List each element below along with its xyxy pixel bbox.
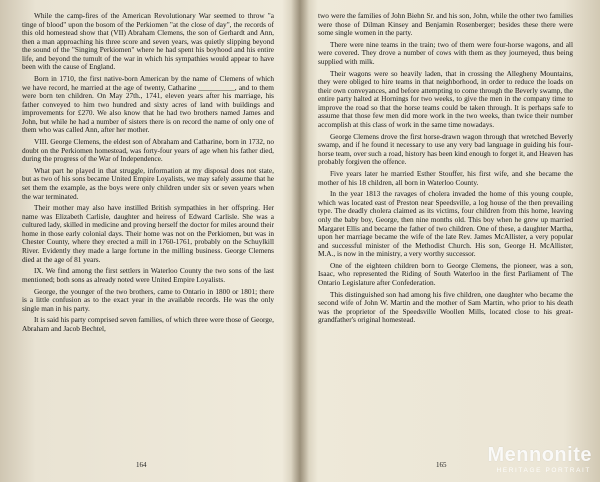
paragraph: Born in 1710, the first native-born American by the name of Clemens of which we have record, he married at the age of twenty, Catharine __________, and to them were born ten children. On May 27th., 1741, eleven years after his marriage, his father conveyed to him two hundred and sixty acres of land with buildings and improvements for £270. We also know that he had two brothers named James and John, but while he had a number of sisters there is on record the name of only one of them who was called Ann, after her mother.	[22, 74, 274, 135]
page-number-right: 165	[436, 461, 447, 469]
paragraph: While the camp-fires of the American Revolutionary War seemed to throw "a tinge of blood" upon the bosom of the Perkiomen "at the close of day", the records of this old homestead show that (VII) Abraham Clemens, the son of Gerhardt and Ann, then a man approaching his three score and seven years, was quietly slipping beyond the sound of the "Singing Perkiomen" where he had spent his boyhood and his entire life, and beyond the tumult of the war in which his sympathies would appear to have been with the cause of England.	[22, 12, 274, 72]
watermark-sub-text: HERITAGE PORTRAIT	[496, 467, 591, 474]
paragraph: two were the families of John Biehn Sr. and his son, John, while the other two families were those of Dilman Kinsey and Benjamin Rosenberger; besides these there were some single women in the party.	[318, 12, 573, 38]
paragraph: IX. We find among the first settlers in Waterloo County the two sons of the last mentioned; both sons as already noted were United Empire Loyalists.	[22, 266, 274, 284]
paragraph: George, the younger of the two brothers, came to Ontario in 1800 or 1801; there is a little confusion as to the exact year in the available records. He was the only single man in his party.	[22, 286, 274, 313]
paragraph: In the year 1813 the ravages of cholera invaded the home of this young couple, which was located east of Preston near Speedsville, a log house of the then prevailing type. The deadly cholera claimed as its victims, four children from this home, leaving only the baby boy, George, then nine months old. This boy when he grew up married Margaret Ellis and became the father of two children. One of these, a daughter Martha, upon her marriage became the wife of the late Rev. James McAllister, a very popular and successful minister of the Methodist Church. His son, George H. McAllister, M.A., is now in the ministry, a very worthy successor.	[318, 189, 573, 259]
paragraph: George Clemens drove the first horse-drawn wagon through that wretched Beverly swamp, and if he found it necessary to use any very bad language in guiding his four-horse team, over such a road, history has been kind enough to forget it, and Heaven has probably forgiven the offence.	[318, 131, 573, 167]
watermark-main-text: Mennonite	[487, 444, 592, 466]
paragraph: One of the eighteen children born to George Clemens, the pioneer, was a son, Isaac, who represented the Riding of South Waterloo in the first Parliament of The Ontario Legislature after Confederation.	[318, 260, 573, 287]
page-number-left: 164	[136, 461, 147, 469]
left-page	[22, 12, 274, 474]
watermark-logo	[474, 444, 594, 478]
paragraph: Five years later he married Esther Stouffer, his first wife, and she became the mother of his 18 children, all born in Waterloo County.	[318, 169, 573, 187]
paragraph: VIII. George Clemens, the eldest son of Abraham and Catharine, born in 1732, no doubt on the Perkiomen homestead, was forty-four years of age when his father died, during the progress of the War of Independence.	[22, 137, 274, 164]
paragraph: It is said his party comprised seven families, of which three were those of George, Abraham and Jacob Bechtel,	[22, 315, 274, 333]
book-gutter	[291, 0, 309, 482]
paragraph: Their mother may also have instilled British sympathies in her offspring. Her name was Elizabeth Carlisle, daughter and heiress of Edward Carlisle. She was a cultured lady, skilled in medicine and proving herself the doctor for miles around their home in those early colonial days. Their home was not on the Perkiomen, but was in Chester County, where they erected a mill in 1760-1761, probably on the Schuylkill River. Evidently they made a large fortune in the milling business. George Clemens died at the age of 81 years.	[22, 203, 274, 264]
paragraph: Their wagons were so heavily laden, that in crossing the Allegheny Mountains, they were obliged to hire teams in that neighborhood, in order to reduce the loads on their own conveyances, and before attempting to come through the Beverly swamp, the entire party halted at Hornings for two weeks, to give the men in the company time to improve the road so that the horse teams could be taken through. It is perhaps safe to assume that those few men did more work in the two weeks, than twice their number accomplish at this class of work in the same time nowadays.	[318, 68, 573, 129]
paragraph: There were nine teams in the train; two of them were four-horse wagons, and all were covered. They drove a number of cows with them as they journeyed, thus being supplied with milk.	[318, 39, 573, 66]
right-page	[318, 12, 573, 474]
paragraph: This distinguished son had among his five children, one daughter who became the second wife of John W. Martin and the mother of Sam Martin, who prior to his death was the proprietor of the Speedsville Woollen Mills, located close to his great-grandfather's original homestead.	[318, 289, 573, 325]
paragraph: What part he played in that struggle, information at my disposal does not state, but as two of his sons became United Empire Loyalists, we may safely assume that he set them the example, as the boys were only children under six or seven years when the war terminated.	[22, 165, 274, 201]
